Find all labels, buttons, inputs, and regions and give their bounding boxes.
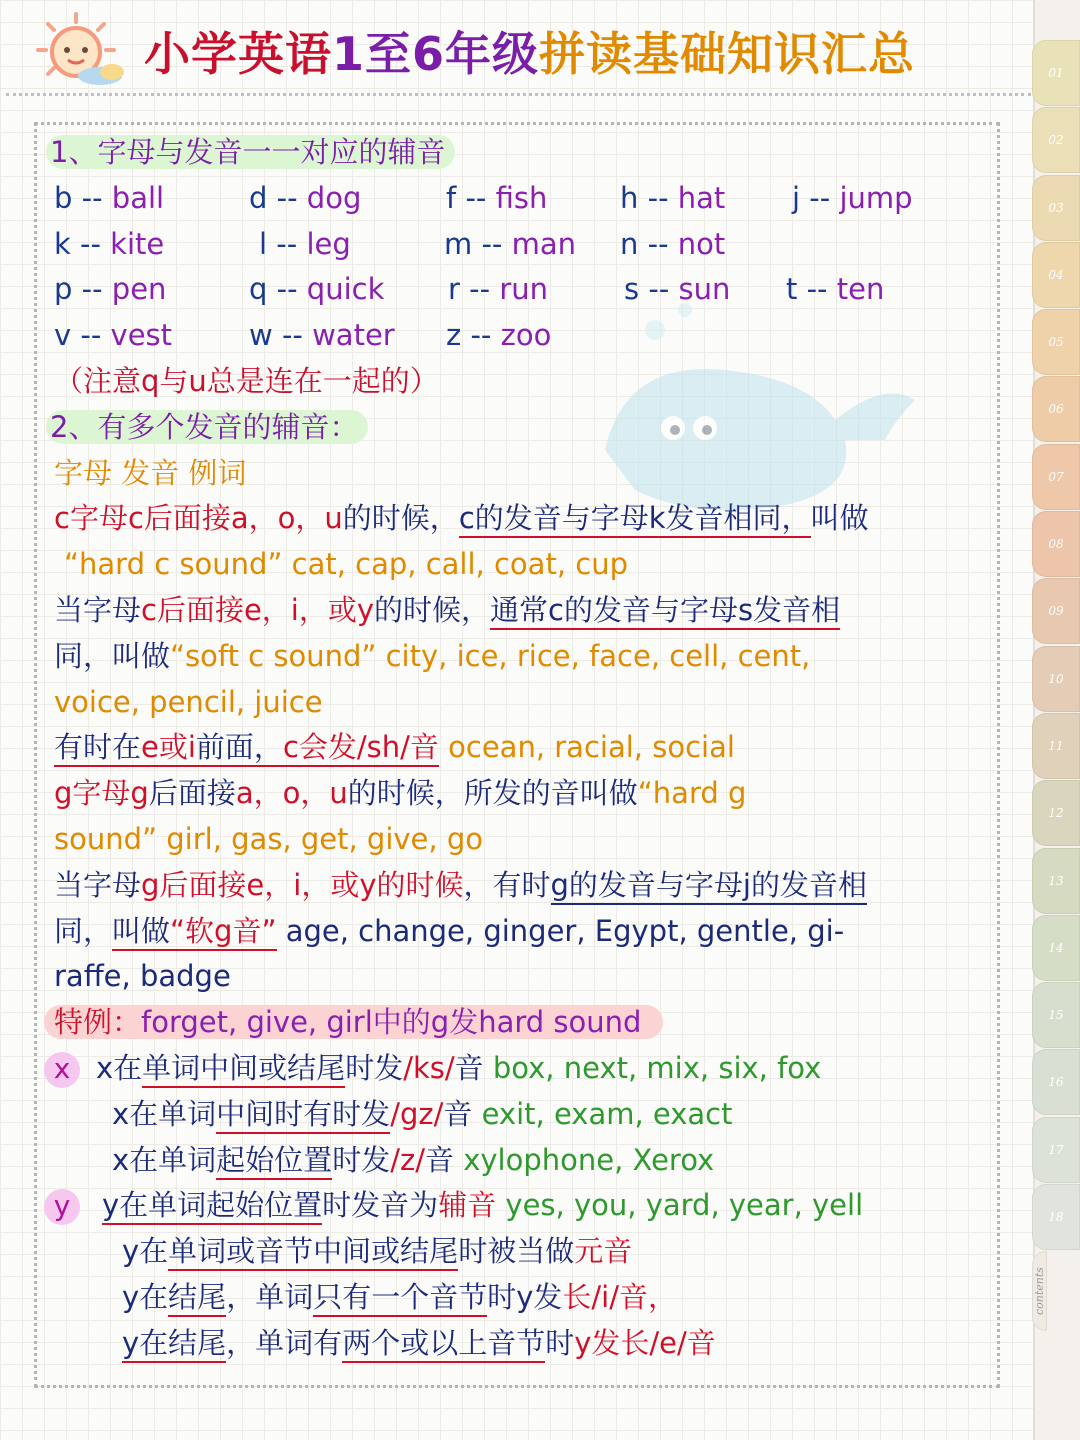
text: 元音: [574, 1234, 633, 1269]
index-tab[interactable]: 01: [1032, 40, 1080, 106]
column-headings: [54, 451, 994, 497]
text: 单词中间或结尾: [142, 1051, 345, 1088]
text: “hard g: [637, 776, 747, 811]
text: “软g音”: [170, 914, 276, 951]
letter: b: [54, 180, 73, 215]
letter: t: [786, 272, 798, 307]
rule-g-hard-examples: [54, 817, 994, 863]
example-words: xylophone, Xerox: [453, 1142, 715, 1177]
index-tab[interactable]: 08: [1032, 511, 1080, 577]
example-word: run: [499, 272, 548, 307]
text: 单词或音节中间或结尾: [168, 1234, 458, 1271]
index-tab[interactable]: 11: [1032, 713, 1080, 779]
separator: --: [276, 180, 298, 215]
text: y在结尾: [122, 1326, 226, 1363]
separator: --: [80, 318, 102, 353]
text: 时发: [332, 1142, 391, 1177]
text: 同，叫做: [54, 638, 171, 673]
text: ，有时: [463, 867, 551, 902]
column-headings-text: 字母 发音 例词: [54, 455, 247, 490]
index-tab[interactable]: 14: [1032, 915, 1080, 981]
text: ，单词: [226, 1279, 314, 1314]
text: y在单词起始位置: [102, 1188, 322, 1225]
example-word: fish: [495, 180, 548, 215]
consonant-pair: [249, 267, 384, 313]
letter: f: [446, 180, 457, 215]
consonant-pair: [786, 267, 884, 313]
separator: --: [81, 272, 103, 307]
consonant-pair: [259, 222, 351, 268]
x-badge: x: [44, 1052, 80, 1088]
example-word: zoo: [500, 318, 552, 353]
example-words: box, next, mix, six, fox: [483, 1050, 822, 1085]
rule-g-soft-cont: [54, 909, 994, 955]
separator: --: [80, 226, 101, 261]
index-tab[interactable]: 12: [1032, 780, 1080, 846]
example-words: “hard c sound” cat, cap, call, coat, cup: [64, 547, 628, 582]
example-word: quick: [306, 272, 385, 307]
text: 只有一个音节: [313, 1280, 487, 1317]
example-word: leg: [306, 226, 351, 261]
text: 时发: [345, 1050, 404, 1085]
text: 当字母: [54, 592, 142, 627]
title-part-2: 1至6年级: [332, 27, 540, 81]
text: x在: [96, 1050, 143, 1085]
letter: s: [624, 272, 640, 307]
rule-g-hard: [54, 771, 994, 817]
text: ，单词有: [226, 1325, 343, 1360]
letter: m: [444, 226, 473, 261]
special-case: [54, 1000, 994, 1046]
consonant-row-3: [54, 267, 994, 313]
index-tab[interactable]: 03: [1032, 175, 1080, 241]
text: c的发音与字母k发音相同，: [459, 501, 811, 538]
consonant-pair: [444, 222, 576, 268]
letter: v: [54, 318, 72, 353]
text: e，i，或y: [243, 592, 375, 627]
example-words: ocean, racial, social: [438, 730, 735, 765]
consonant-row-1: [54, 176, 994, 222]
example-word: hat: [677, 180, 726, 215]
text: c字母c后面接: [54, 501, 231, 536]
consonant-pair: [620, 176, 725, 222]
rule-g-soft: [54, 863, 994, 909]
separator: --: [470, 318, 492, 353]
text: 时被当做: [458, 1234, 575, 1269]
text: g后面接e，i，或y的时候: [141, 867, 464, 902]
consonant-pair: [446, 313, 551, 359]
section-1-heading-text: 1、字母与发音一一对应的辅音: [46, 135, 455, 169]
separator: --: [648, 272, 670, 307]
example-word: kite: [110, 226, 165, 261]
example-words: voice, pencil, juice: [54, 684, 323, 719]
text: y在: [122, 1279, 169, 1314]
example-word: pen: [111, 272, 167, 307]
rule-y-2: [54, 1229, 994, 1275]
separator: --: [806, 272, 828, 307]
rule-x-3: [54, 1138, 994, 1184]
rule-c-soft: [54, 588, 994, 634]
text: 时: [545, 1325, 575, 1360]
letter: w: [249, 318, 273, 353]
text: 时y发: [487, 1279, 563, 1314]
text: c后面接: [141, 592, 244, 627]
separator: --: [647, 226, 669, 261]
text: 的时候，所发的音叫做: [347, 776, 638, 811]
index-tab[interactable]: 16: [1032, 1049, 1080, 1115]
consonant-row-4: [54, 313, 994, 359]
section-2-heading-text: 2、有多个发音的辅音：: [46, 410, 368, 444]
index-tab[interactable]: 18: [1032, 1184, 1080, 1250]
rule-c-hard: [54, 496, 994, 542]
separator: --: [81, 180, 103, 215]
index-tab[interactable]: 10: [1032, 646, 1080, 712]
example-word: ball: [111, 180, 165, 215]
rule-g-soft-examples: [54, 954, 994, 1000]
rule-c-sh: [54, 725, 994, 771]
index-tab[interactable]: 17: [1032, 1117, 1080, 1183]
index-tab[interactable]: 06: [1032, 376, 1080, 442]
rule-x-1: [54, 1046, 994, 1092]
contents-tab[interactable]: contents: [1032, 1251, 1047, 1331]
separator: --: [469, 272, 491, 307]
index-tab[interactable]: 02: [1032, 107, 1080, 173]
index-tab[interactable]: 13: [1032, 848, 1080, 914]
text: 两个或以上音节: [342, 1326, 545, 1363]
consonant-pair: [446, 176, 547, 222]
header-divider: [6, 93, 1031, 96]
text: 有时在: [54, 730, 141, 767]
text: 前面，: [196, 730, 283, 767]
example-words: raffe, badge: [54, 959, 231, 994]
separator: --: [276, 226, 298, 261]
example-word: dog: [306, 180, 362, 215]
text: 音: [424, 1142, 454, 1177]
letter: d: [249, 180, 268, 215]
text: 特例：: [54, 1005, 142, 1040]
note-text: （注意q与u总是连在一起的）: [54, 363, 439, 398]
section-1-heading: [50, 130, 994, 176]
text: 音: [443, 1096, 473, 1131]
index-tab[interactable]: 04: [1032, 242, 1080, 308]
text: 叫做: [810, 501, 869, 536]
header: [0, 0, 1035, 100]
text: 音: [454, 1050, 484, 1085]
consonant-pair: [624, 267, 730, 313]
consonant-pair: [54, 176, 164, 222]
text: e或i: [141, 730, 196, 767]
rule-y-1: [54, 1183, 994, 1229]
sun-icon: [28, 10, 128, 88]
text: forget, give, girl中的g发hard sound: [141, 1005, 642, 1040]
rule-c-hard-examples: [54, 542, 994, 588]
example-word: ten: [836, 272, 885, 307]
separator: --: [481, 226, 503, 261]
separator: --: [647, 180, 669, 215]
y-badge: y: [44, 1189, 80, 1225]
rule-y-3: [54, 1275, 994, 1321]
example-word: water: [312, 318, 395, 353]
index-tab[interactable]: 09: [1032, 578, 1080, 644]
example-word: vest: [110, 318, 173, 353]
letter: n: [620, 226, 639, 261]
consonant-pair: [792, 176, 913, 222]
consonant-pair: [54, 313, 172, 359]
text: 的时候，: [342, 501, 459, 536]
example-words: “soft c sound” city, ice, rice, face, cell, cent,: [170, 638, 811, 673]
example-word: jump: [839, 180, 913, 215]
text: 叫做: [112, 914, 170, 951]
separator: --: [809, 180, 831, 215]
rule-y-4: [54, 1321, 994, 1367]
letter: r: [448, 272, 460, 307]
text: 长/i/音，: [562, 1279, 677, 1314]
index-tab[interactable]: 15: [1032, 982, 1080, 1048]
separator: --: [281, 318, 303, 353]
title-part-1: 小学英语: [144, 27, 332, 81]
text: a，o，u: [235, 776, 348, 811]
consonant-pair: [249, 313, 395, 359]
example-words: sound” girl, gas, get, give, go: [54, 821, 483, 856]
text: /ks/: [403, 1050, 455, 1085]
consonant-pair: [620, 222, 725, 268]
example-words: yes, you, yard, year, yell: [496, 1188, 864, 1223]
consonant-row-2: [54, 222, 994, 268]
rule-c-soft-examples: [54, 680, 994, 726]
text: 结尾: [168, 1280, 226, 1317]
letter: j: [792, 180, 801, 215]
title-part-3: 拼读基础知识汇总: [539, 27, 916, 81]
rule-x-2: [54, 1092, 994, 1138]
q-u-note: [54, 359, 994, 405]
text: g字母g: [54, 776, 149, 811]
separator: --: [465, 180, 487, 215]
text: x在单词: [112, 1142, 217, 1177]
index-tabs: [1032, 40, 1080, 1333]
text: 中间时有时发: [216, 1097, 390, 1134]
text: /gz/: [390, 1096, 444, 1131]
example-word: man: [511, 226, 577, 261]
page-title: [144, 18, 915, 84]
text: 通常c的发音与字母s发音相: [490, 593, 840, 630]
text: c会发/sh/音: [283, 730, 439, 767]
letter: q: [249, 272, 268, 307]
text: 同，: [54, 913, 113, 948]
text: 当字母: [54, 867, 142, 902]
example-word: not: [677, 226, 726, 261]
text: g的发音与字母j的发音相: [551, 868, 867, 905]
example-word: sun: [678, 272, 731, 307]
index-tab[interactable]: 07: [1032, 444, 1080, 510]
separator: --: [276, 272, 298, 307]
content: [50, 130, 994, 1367]
example-words: age, change, ginger, Egypt, gentle, gi-: [276, 913, 845, 948]
text: y发长/e/音: [574, 1325, 716, 1360]
consonant-pair: [249, 176, 361, 222]
text: y在: [122, 1234, 169, 1269]
letter: p: [54, 272, 73, 307]
letter: h: [620, 180, 639, 215]
text: 时发音为: [322, 1188, 439, 1223]
text: x在单词: [112, 1096, 217, 1131]
rule-c-soft-cont: [54, 634, 994, 680]
consonant-pair: [54, 222, 164, 268]
letter: l: [259, 226, 268, 261]
consonant-pair: [54, 267, 166, 313]
text: 辅音: [438, 1188, 497, 1223]
section-2-heading: [50, 405, 994, 451]
text: a，o，u: [230, 501, 343, 536]
letter: k: [54, 226, 71, 261]
consonant-pair: [448, 267, 548, 313]
letter: z: [446, 318, 462, 353]
index-tab[interactable]: 05: [1032, 309, 1080, 375]
example-words: exit, exam, exact: [472, 1096, 733, 1131]
text: 的时候，: [374, 592, 491, 627]
text: /z/: [390, 1142, 425, 1177]
text: 起始位置: [216, 1143, 332, 1180]
text: 后面接: [148, 776, 236, 811]
